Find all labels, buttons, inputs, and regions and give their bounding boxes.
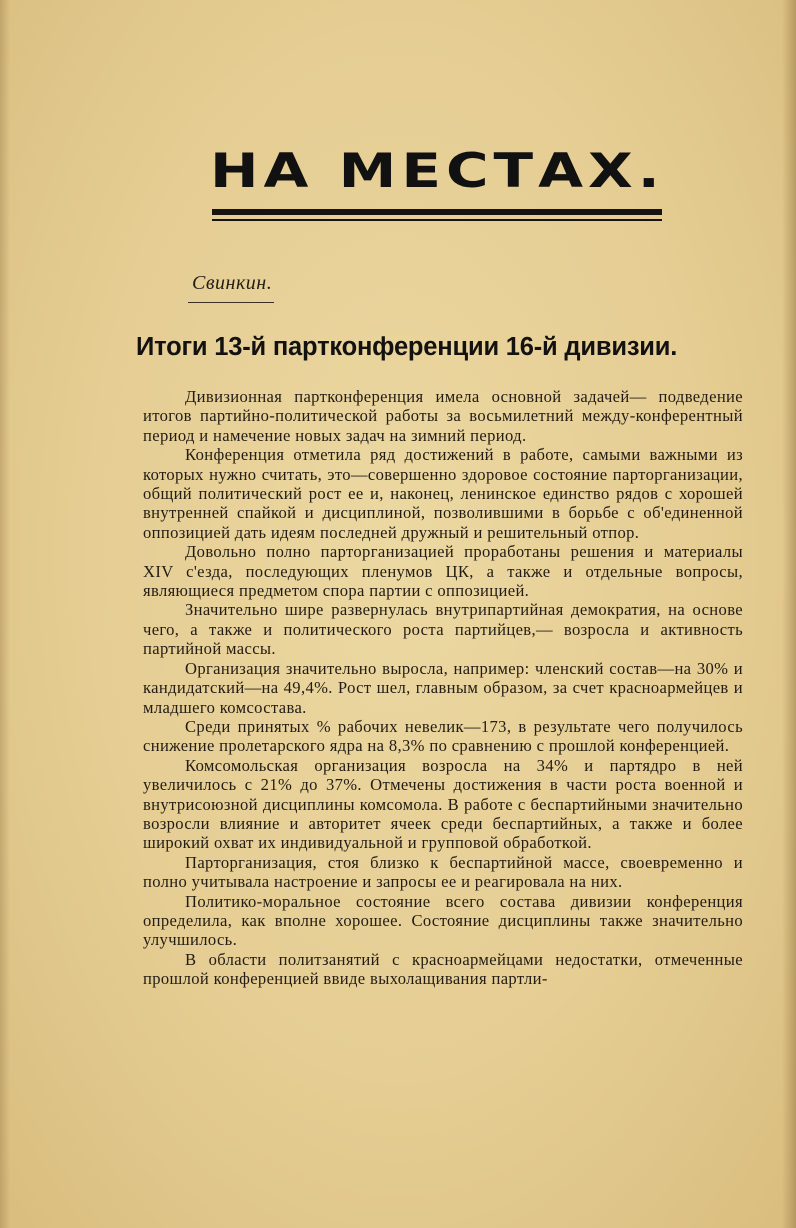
article-title: Итоги 13-й партконференции 16-й дивизии. [136, 333, 678, 361]
paragraph: Комсомольская организация возросла на 34% и партядро в ней увеличилось с 21% до 37%. Отмечены достижения в части роста военной и внутрисоюзной дисциплины комсомола. В работе с беспартийными значительно возросли влияние и авторитет ячеек среди беспартийных, а также и более широкий охват их индивидуальной и групповой обработкой. [143, 755, 743, 853]
paragraph: Дивизионная партконференция имела основной задачей— подведение итогов партийно-политической работы за восьмилетний между-конферентный период и намечение новых задач на зимний период. [143, 387, 743, 445]
page-edge-shadow-left [0, 0, 10, 1228]
author-underline [188, 302, 274, 303]
paragraph: В области политзанятий с красноармейцами недостатки, отмеченные прошлой конференцией ввиде выхолащивания партли- [143, 949, 743, 989]
article-body [143, 387, 743, 989]
paragraph: Политико-моральное состояние всего состава дивизии конференция определила, как вполне хорошее. Состояние дисциплины также значительно улучшилось. [143, 891, 743, 950]
page-edge-shadow-right [782, 0, 796, 1228]
paragraph: Парторганизация, стоя близко к беспартийной массе, своевременно и полно учитывала настроение и запросы ее и реагировала на них. [143, 852, 743, 892]
paragraph: Конференция отметила ряд достижений в работе, самыми важными из которых нужно считать, это—совершенно здоровое состояние парторганизации, общий политический рост ее и, наконец, ленинское единство рядов с хорошей внутренней спайкой и дисциплиной, позволившими в борьбе с об'единенной оппозицией дать идеям последней дружный и решительный отпор. [143, 445, 743, 542]
heading-rule-thick [212, 209, 662, 215]
section-heading: НА МЕСТАХ. [210, 142, 665, 199]
paragraph: Довольно полно парторганизацией проработаны решения и материалы XIV с'езда, последующих пленумов ЦК, а также и отдельные вопросы, являющиеся предметом спора партии с оппозицией. [143, 542, 743, 601]
heading-rule-thin [212, 219, 662, 221]
paragraph: Значительно шире развернулась внутрипартийная демократия, на основе чего, а также и политического роста партийцев,— возросла и активность партийной массы. [143, 600, 743, 659]
paragraph: Организация значительно выросла, например: членский состав—на 30% и кандидатский—на 49,4%. Рост шел, главным образом, за счет красноармейцев и младшего комсостава. [143, 658, 743, 717]
author-name: Свинкин. [192, 272, 273, 294]
paragraph: Среди принятых % рабочих невелик—173, в результате чего получилось снижение пролетарского ядра на 8,3% по сравнению с прошлой конференцией. [143, 716, 743, 756]
